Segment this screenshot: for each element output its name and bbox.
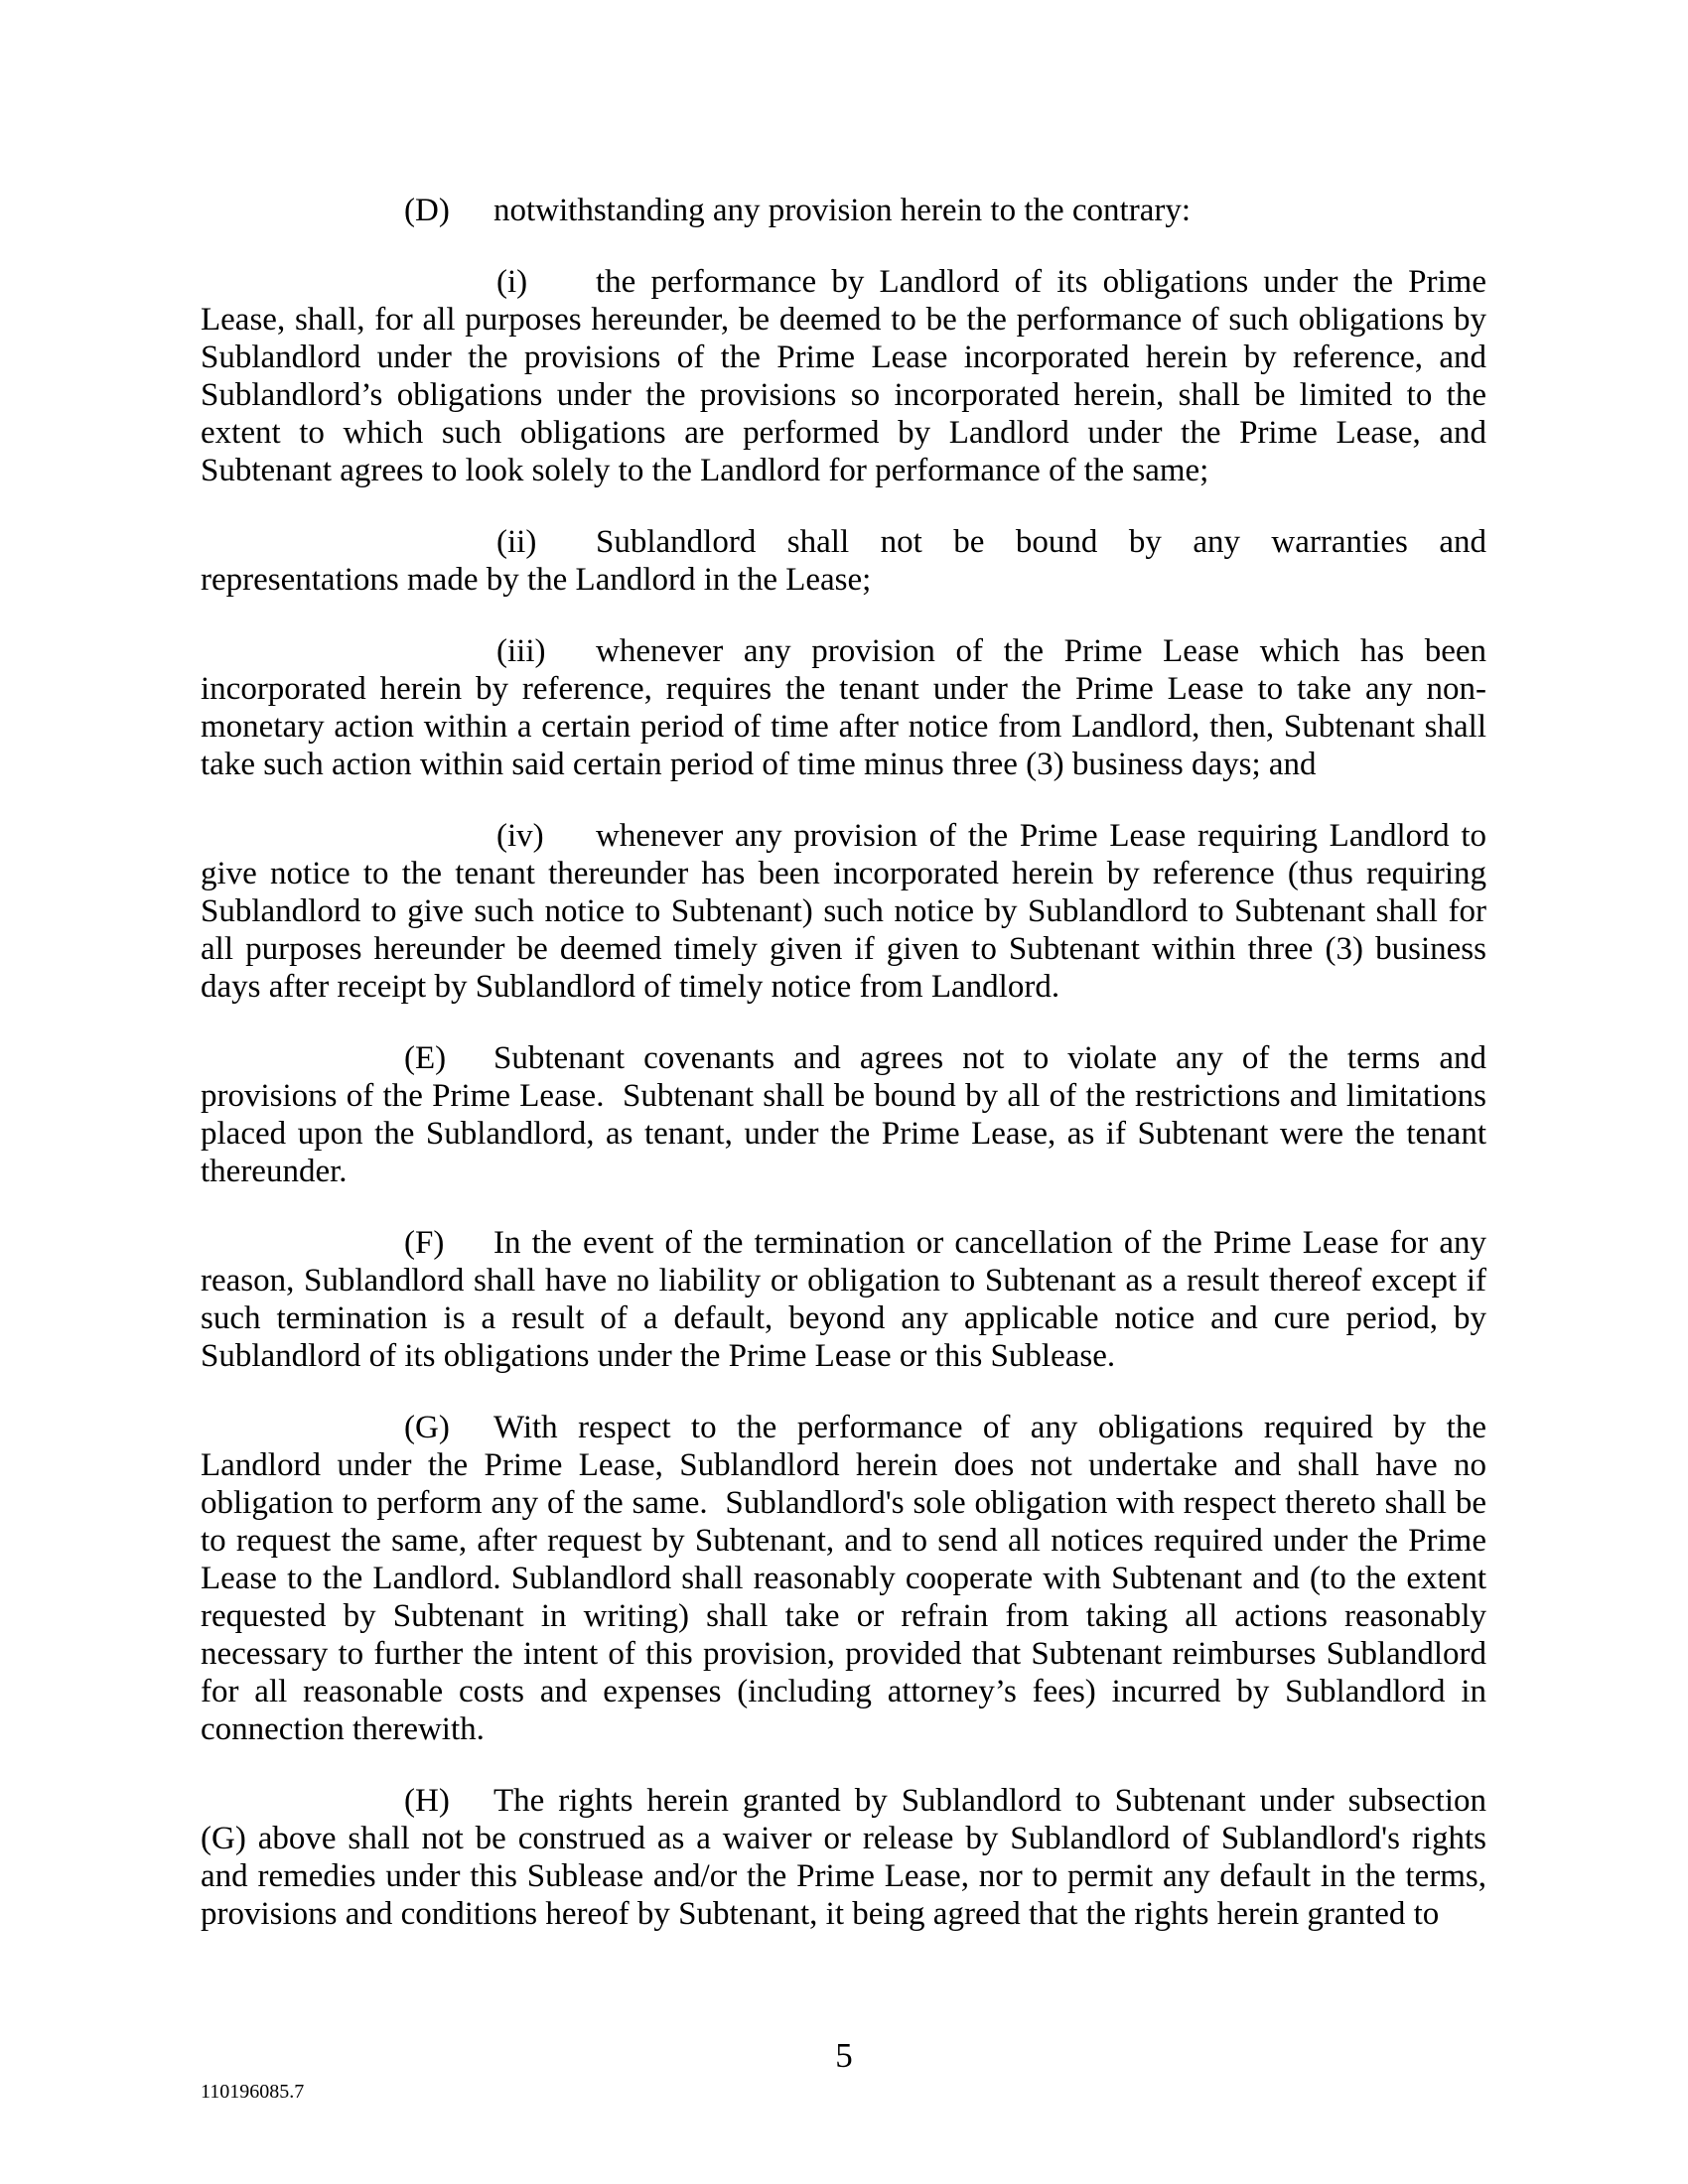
paragraph bbox=[201, 523, 1486, 599]
paragraph-text: Subtenant covenants and agrees not to violate any of the terms and provisions of the Prime Lease. Subtenant shall be bound by all of the restrictions and limitations placed upon the Sublandlord, as tenant, under the Prime Lease, as if Subtenant were the tenant thereunder. bbox=[201, 1040, 1486, 1189]
paragraph-label: (G) bbox=[404, 1410, 450, 1445]
paragraph-label: (E) bbox=[404, 1040, 447, 1076]
paragraph-label: (F) bbox=[404, 1225, 445, 1261]
paragraph bbox=[201, 1039, 1486, 1190]
paragraph-label: (i) bbox=[496, 264, 528, 300]
paragraph-text: whenever any provision of the Prime Lease requiring Landlord to give notice to the tenant thereunder has been incorporated herein by reference (thus requiring Sublandlord to give such notice to Subtenant) such notice by Sublandlord to Subtenant shall for all purposes hereunder be deemed timely given if given to Subtenant within three (3) business days after receipt by Sublandlord of timely notice from Landlord. bbox=[201, 818, 1486, 1005]
paragraph bbox=[201, 632, 1486, 783]
paragraph bbox=[201, 1224, 1486, 1375]
paragraph bbox=[201, 263, 1486, 489]
paragraph-text: Sublandlord shall not be bound by any warranties and representations made by the Landlord in the Lease; bbox=[201, 524, 1486, 598]
paragraph-text: The rights herein granted by Sublandlord to Subtenant under subsection (G) above shall not be construed as a waiver or release by Sublandlord of Sublandlord's rights and remedies under this Sublease and/or the Prime Lease, nor to permit any default in the terms, provisions and conditions hereof by Subtenant, it being agreed that the rights herein granted to bbox=[201, 1783, 1486, 1932]
paragraph-text: In the event of the termination or cancellation of the Prime Lease for any reason, Sublandlord shall have no liability or obligation to Subtenant as a result thereof except if such termination is a result of a default, beyond any applicable notice and cure period, by Sublandlord of its obligations under the Prime Lease or this Sublease. bbox=[201, 1225, 1486, 1374]
document-body bbox=[201, 192, 1486, 1967]
paragraph-label: (iv) bbox=[496, 818, 544, 854]
paragraph-text: notwithstanding any provision herein to the contrary: bbox=[493, 193, 1192, 228]
paragraph-label: (iii) bbox=[496, 633, 546, 669]
paragraph-text: the performance by Landlord of its obligations under the Prime Lease, shall, for all purposes hereunder, be deemed to be the performance of such obligations by Sublandlord under the provisions of the Prime Lease incorporated herein by reference, and Sublandlord’s obligations under the provisions so incorporated herein, shall be limited to the extent to which such obligations are performed by Landlord under the Prime Lease, and Subtenant agrees to look solely to the Landlord for performance of the same; bbox=[201, 264, 1486, 488]
paragraph-label: (ii) bbox=[496, 524, 537, 560]
document-id-footer: 110196085.7 bbox=[201, 2081, 305, 2103]
page-number: 5 bbox=[835, 2036, 853, 2075]
paragraph-label: (H) bbox=[404, 1783, 450, 1819]
paragraph-text: With respect to the performance of any obligations required by the Landlord under the Prime Lease, Sublandlord herein does not undertake and shall have no obligation to perform any of the same. Sublandlord's sole obligation with respect thereto shall be to request the same, after request by Subtenant, and to send all notices required under the Prime Lease to the Landlord. Sublandlord shall reasonably cooperate with Subtenant and (to the extent requested by Subtenant in writing) shall take or refrain from taking all actions reasonably necessary to further the intent of this provision, provided that Subtenant reimburses Sublandlord for all reasonable costs and expenses (including attorney’s fees) incurred by Sublandlord in connection therewith. bbox=[201, 1410, 1486, 1747]
paragraph bbox=[201, 817, 1486, 1006]
paragraph bbox=[201, 1782, 1486, 1933]
paragraph-label: (D) bbox=[404, 193, 450, 228]
paragraph bbox=[201, 192, 1486, 229]
paragraph bbox=[201, 1409, 1486, 1748]
paragraph-text: whenever any provision of the Prime Lease which has been incorporated herein by reference, requires the tenant under the Prime Lease to take any non-monetary action within a certain period of time after notice from Landlord, then, Subtenant shall take such action within said certain period of time minus three (3) business days; and bbox=[201, 633, 1486, 782]
